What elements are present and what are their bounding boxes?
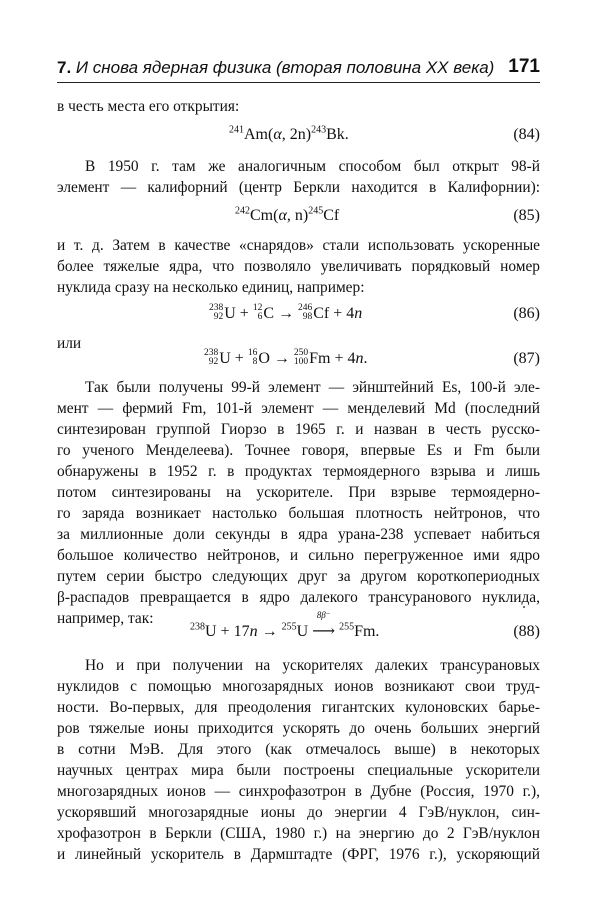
- text-line: например, так:: [57, 610, 154, 627]
- text-line: ности. Во-первых, для преодоления гигантских кулоновских барье-: [57, 699, 540, 716]
- text-line: потом синтезированы на ускорителе. При взрыве термоядерно-: [57, 484, 540, 501]
- equation-88-arrow-label: 8β⁻: [316, 610, 331, 620]
- equation-84: [57, 124, 540, 146]
- text-line: элемент — калифорний (центр Беркли находится в Калифорнии):: [57, 179, 540, 196]
- equation-86: [57, 303, 540, 325]
- equation-86-number: (86): [513, 305, 540, 322]
- equation-84-formula: $^{241}$Am(α, 2n)$^{243}$Bk.: [229, 124, 349, 143]
- equation-85: [57, 205, 540, 227]
- equation-87-number: (87): [513, 350, 540, 367]
- text-line: и т. д. Затем в качестве «снарядов» стали использовать ускоренные: [57, 237, 540, 254]
- chapter-title: [57, 58, 494, 78]
- text-line: ров тяжелые ионы приходится ускорять до очень больших энергий: [57, 720, 540, 737]
- text-line: обнаружены в 1952 г. в продуктах термоядерного взрыва и лишь: [57, 463, 540, 480]
- text-line: В 1950 г. там же аналогичным способом был открыт 98-й: [85, 158, 540, 175]
- text-line: ускорявший многозарядные ионы до энергии 4 ГэВ/нуклон, син-: [57, 804, 540, 821]
- text-line: го ученого Менделеева). Точнее говоря, впервые Es и Fm были: [57, 442, 540, 459]
- equation-86-formula: 238 92 U + 12 6 C → 246 98 Cf + 4n: [209, 303, 363, 323]
- text-line: научных центрах мира были построены специальные ускорители: [57, 762, 540, 779]
- equation-88-formula: $^{238}$U + 17n → $^{255}$U 8β⁻ ⟶ $^{255}$Fm.: [190, 610, 380, 640]
- text-line: в сотни МэВ. Для этого (как отмечалось выше) в некоторых: [57, 741, 540, 758]
- text-line: и линейный ускоритель в Дармштадте (ФРГ, 1976 г.), ускоряющий: [57, 846, 540, 863]
- equation-87-formula: 238 92 U + 16 8 O → 250 100 Fm + 4n.: [204, 348, 368, 368]
- text-line: нуклидов с помощью многозарядных ионов возникают свои труд-: [57, 678, 540, 695]
- text-line: нуклида сразу на несколько единиц, например:: [57, 279, 365, 296]
- text-line: β-распадов превращается в ядро далекого трансуранового нуклида,: [57, 589, 540, 606]
- chapter-number: 7.: [57, 58, 72, 77]
- text-line: хрофазотрон в Беркли (США, 1980 г.) на энергию до 2 ГэВ/нуклон: [57, 825, 540, 842]
- equation-88-number: (88): [513, 623, 540, 640]
- text-line: го заряда возникает настолько большая плотность нейтронов, что: [57, 505, 540, 522]
- equation-84-number: (84): [513, 126, 540, 143]
- page-number: 171: [508, 56, 540, 77]
- equation-87: [57, 348, 540, 370]
- text-line: Так были получены 99-й элемент — эйнштейний Es, 100-й эле-: [85, 379, 540, 396]
- equation-85-number: (85): [513, 207, 540, 224]
- text-line: путем серии быстро следующих друг за другом короткопериодных: [57, 568, 540, 585]
- equation-85-formula: $^{242}$Cm(α, n)$^{245}$Cf: [235, 205, 340, 224]
- text-line: синтезирован группой Гиорзо в 1965 г. и назван в честь русско-: [57, 421, 540, 438]
- print-speck: [523, 606, 525, 608]
- text-line: мент — фермий Fm, 101-й элемент — менделевий Md (последний: [57, 400, 540, 417]
- chapter-title-text: И снова ядерная физика (вторая половина XX века): [75, 58, 495, 77]
- text-line: Но и при получении на ускорителях далеких трансурановых: [85, 657, 540, 674]
- text-line: в честь места его открытия:: [57, 98, 240, 115]
- text-line: большое количество нейтронов, и сильно перегруженное ими ядро: [57, 547, 540, 564]
- running-header: [57, 56, 540, 83]
- text-line: многозарядных ионов — синхрофазотрон в Дубне (Россия, 1970 г.),: [57, 783, 540, 800]
- text-line: за миллионные доли секунды в ядра урана-238 успевает набиться: [57, 526, 540, 543]
- text-line: или: [57, 335, 82, 352]
- text-line: более тяжелые ядра, что позволяло увеличивать порядковый номер: [57, 258, 540, 275]
